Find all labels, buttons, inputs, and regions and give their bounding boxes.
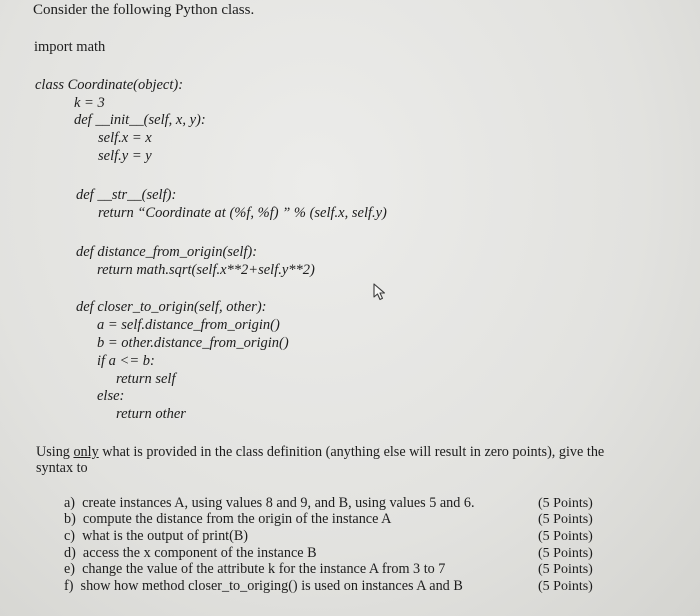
question-e	[64, 561, 445, 577]
code-init-def: def __init__(self, x, y):	[74, 112, 206, 128]
question-points: (5 Points)	[538, 496, 593, 511]
question-letter: d)	[64, 545, 76, 561]
question-f	[64, 578, 463, 594]
code-closer-return-other: return other	[116, 406, 186, 422]
question-letter: b)	[64, 511, 76, 527]
question-c	[64, 528, 248, 544]
instructions-line-2: syntax to	[36, 460, 88, 476]
question-a	[64, 495, 475, 511]
code-dist-return: return math.sqrt(self.x**2+self.y**2)	[97, 262, 315, 278]
question-text: show how method closer_to_origing() is used on instances A and B	[80, 578, 463, 594]
question-d	[64, 545, 317, 561]
question-letter: f)	[64, 578, 74, 594]
question-text: create instances A, using values 8 and 9, and B, using values 5 and 6.	[82, 495, 475, 511]
question-letter: a)	[64, 495, 76, 511]
question-points: (5 Points)	[538, 512, 593, 527]
question-points: (5 Points)	[538, 546, 593, 561]
question-letter: c)	[64, 528, 76, 544]
code-closer-def: def closer_to_origin(self, other):	[76, 299, 267, 315]
question-points: (5 Points)	[538, 579, 593, 594]
code-dist-def: def distance_from_origin(self):	[76, 244, 258, 260]
question-b	[64, 511, 391, 527]
question-text: access the x component of the instance B	[82, 545, 317, 561]
instructions-rest: what is provided in the class definition (anything else will result in zero points), give the	[98, 444, 605, 460]
code-k-line: k = 3	[74, 95, 105, 111]
question-text: what is the output of print(B)	[82, 528, 249, 544]
import-line: import math	[34, 39, 106, 55]
question-text: compute the distance from the origin of the instance A	[82, 511, 392, 527]
code-closer-b: b = other.distance_from_origin()	[97, 335, 289, 351]
code-closer-else: else:	[97, 388, 125, 404]
instructions-line-1	[36, 444, 604, 460]
question-letter: e)	[64, 561, 76, 577]
code-init-x: self.x = x	[98, 130, 152, 146]
intro-text: Consider the following Python class.	[33, 2, 255, 18]
code-closer-a: a = self.distance_from_origin()	[97, 317, 280, 333]
mouse-pointer-icon	[372, 283, 388, 301]
question-points: (5 Points)	[538, 529, 593, 544]
code-closer-return-self: return self	[116, 371, 176, 387]
question-points: (5 Points)	[538, 562, 593, 577]
question-text: change the value of the attribute k for the instance A from 3 to 7	[82, 561, 446, 577]
code-closer-if: if a <= b:	[97, 353, 155, 369]
code-str-return: return “Coordinate at (%f, %f) ” % (self.x, self.y)	[98, 205, 387, 221]
instructions-only: only	[73, 444, 99, 460]
code-str-def: def __str__(self):	[76, 187, 177, 203]
code-init-y: self.y = y	[98, 148, 152, 164]
instructions-prefix: Using	[36, 444, 74, 460]
code-class-line: class Coordinate(object):	[35, 77, 184, 93]
